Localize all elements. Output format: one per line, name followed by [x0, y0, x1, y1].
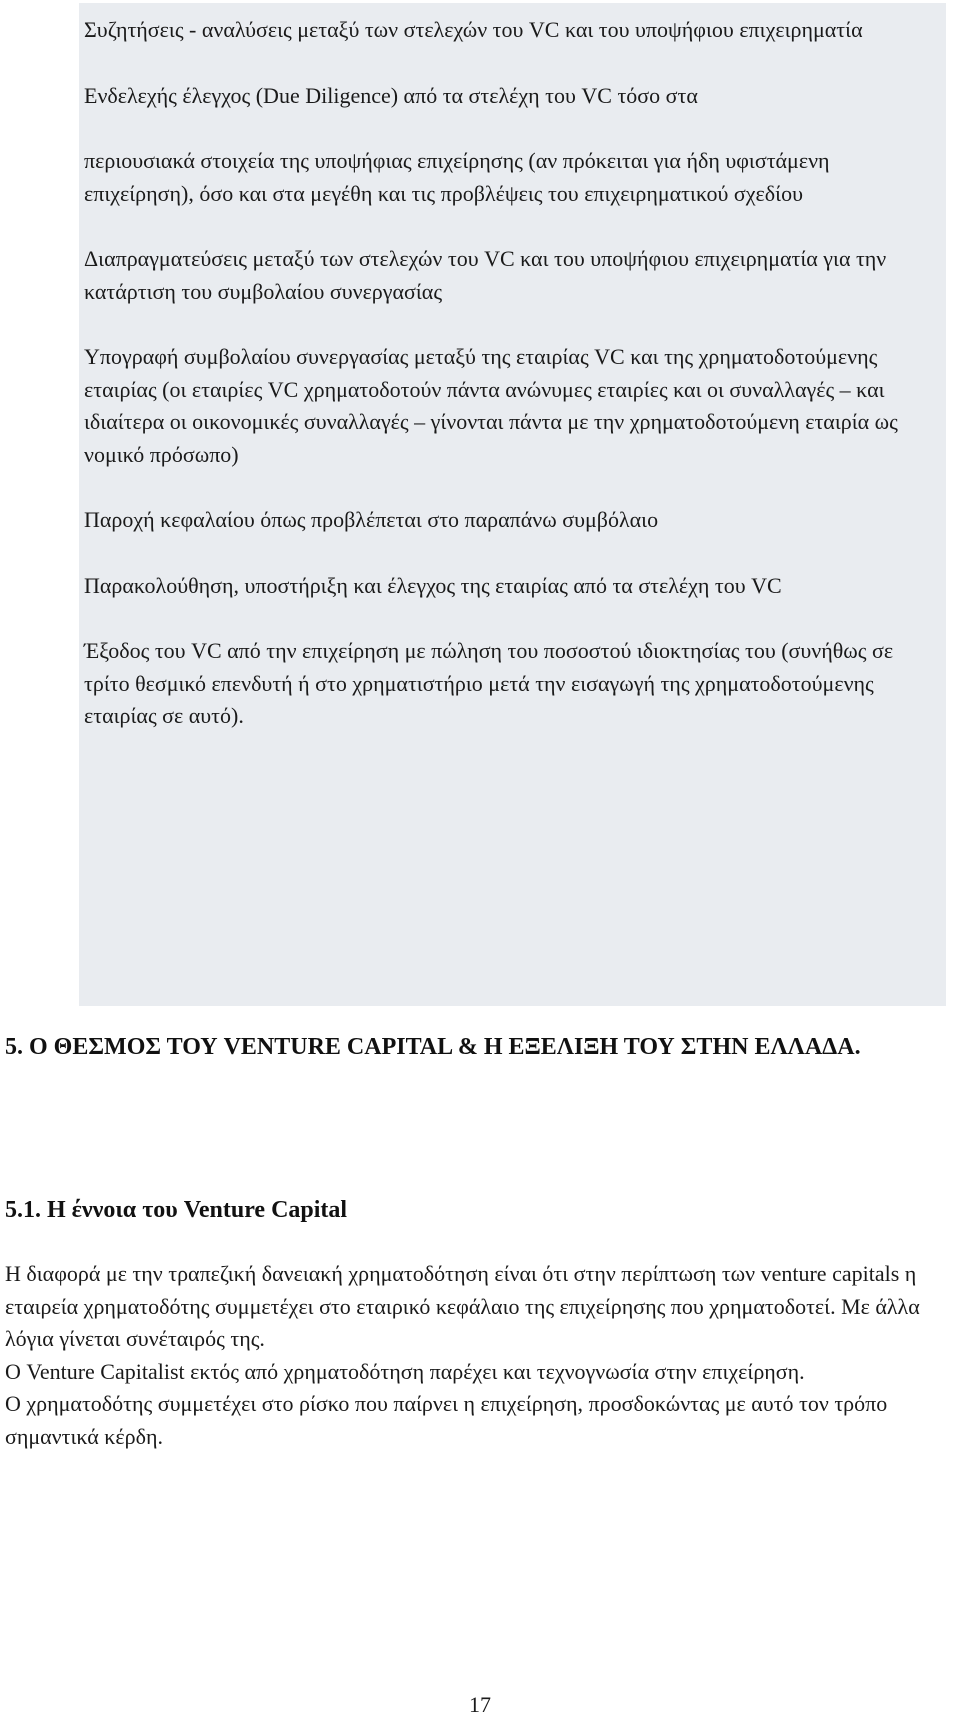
page-number: 17: [469, 1692, 491, 1717]
body-text: [5, 1258, 960, 1453]
step-due-diligence: Ενδελεχής έλεγχος (Due Diligence) από τα στελέχη του VC τόσο στα: [84, 82, 698, 108]
step-contract-signing: Υπογραφή συμβολαίου συνεργασίας μεταξύ της εταιρίας VC και της χρηματοδοτούμενης εταιρίας (οι εταιρίες VC χρηματοδοτούν πάντα ανώνυμες εταιρίες και οι συναλλαγές – και ιδιαίτερα οι οικονομικές συναλλαγές – γίνονται πάντα με την χρηματοδοτούμενη εταιρία ως νομικό πρόσωπο): [84, 344, 898, 467]
step-discussions: Συζητήσεις - αναλύσεις μεταξύ των στελεχών του VC και του υποψήφιου επιχειρηματία: [84, 17, 863, 42]
body-paragraph: Ο χρηματοδότης συμμετέχει στο ρίσκο που παίρνει η επιχείρηση, προσδοκώντας με αυτό τον τρόπο σημαντικά κέρδη.: [5, 1391, 888, 1449]
subsection-heading: 5.1. Η έννοια του Venture Capital: [5, 1197, 348, 1223]
step-exit: Έξοδος του VC από την επιχείρηση με πώληση του ποσοστού ιδιοκτησίας του (συνήθως σε τρίτο θεσμικό επενδυτή ή στο χρηματιστήριο μετά την εισαγωγή της χρηματοδοτούμενης εταιρίας σε αυτό).: [84, 638, 894, 728]
shaded-steps-box: [79, 3, 946, 1006]
step-negotiations: Διαπραγματεύσεις μεταξύ των στελεχών του VC και του υποψήφιου επιχειρηματία για την κατάρτιση του συμβολαίου συνεργασίας: [84, 246, 887, 304]
body-paragraph: Η διαφορά με την τραπεζική δανειακή χρηματοδότηση είναι ότι στην περίπτωση των venture capitals η εταιρεία χρηματοδότης συμμετέχει στο εταιρικό κεφάλαιο της επιχείρησης που χρηματοδοτεί. Με άλλα λόγια γίνεται συνέταιρός της.: [5, 1261, 920, 1351]
step-capital-provision: Παροχή κεφαλαίου όπως προβλέπεται στο παραπάνω συμβόλαιο: [84, 507, 659, 532]
body-paragraph: Ο Venture Capitalist εκτός από χρηματοδότηση παρέχει και τεχνογνωσία στην επιχείρηση.: [5, 1358, 805, 1384]
step-due-diligence-scope: περιουσιακά στοιχεία της υποψήφιας επιχείρησης (αν πρόκειται για ήδη υφιστάμενη επιχείρηση), όσο και στα μεγέθη και τις προβλέψεις του επιχειρηματικού σχεδίου: [84, 148, 830, 206]
step-monitoring: Παρακολούθηση, υποστήριξη και έλεγχος της εταιρίας από τα στελέχη του VC: [84, 572, 782, 598]
section-heading: 5. Ο ΘΕΣΜΟΣ ΤΟΥ VENTURE CAPITAL & Η ΕΞΕΛΙΞΗ ΤΟΥ ΣΤΗΝ ΕΛΛΑΔΑ.: [5, 1034, 861, 1060]
